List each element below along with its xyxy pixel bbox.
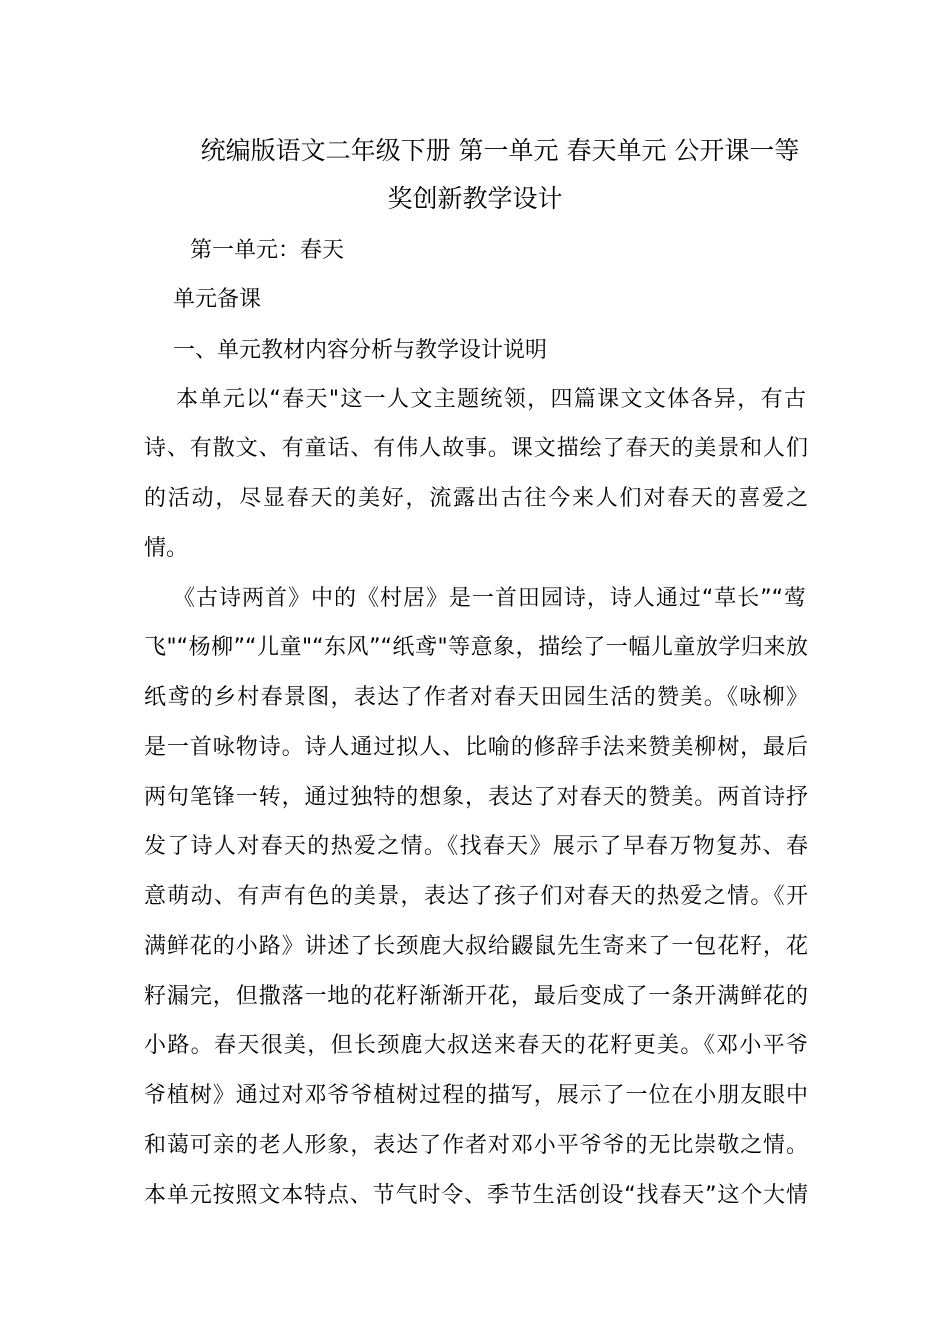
paragraph-line: 发了诗人对春天的热爱之情。《找春天》展示了早春万物复苏、春	[144, 834, 808, 859]
paragraph-line: 纸鸢的乡村春景图，表达了作者对春天田园生活的赞美。《咏柳》	[144, 685, 808, 710]
paragraph-line: 情。	[144, 536, 189, 561]
paragraph-line: 的活动，尽显春天的美好，流露出古往今来人们对春天的喜爱之	[144, 486, 808, 511]
paragraph-line: 爷植树》通过对邓爷爷植树过程的描写，展示了一位在小朋友眼中	[144, 1083, 808, 1108]
paragraph-line: 意萌动、有声有色的美景，表达了孩子们对春天的热爱之情。《开	[144, 884, 808, 909]
document-title-line-2: 奖创新教学设计	[387, 184, 563, 213]
paragraph-line: 满鲜花的小路》讲述了长颈鹿大叔给鼹鼠先生寄来了一包花籽，花	[144, 934, 808, 959]
paragraph-line: 《古诗两首》中的《村居》是一首田园诗，诗人通过“草长”“莺	[173, 586, 806, 611]
document-title-line-1: 统编版语文二年级下册 第一单元 春天单元 公开课一等	[200, 136, 800, 165]
section-heading: 单元备课	[173, 287, 262, 312]
paragraph-line: 和蔼可亲的老人形象，表达了作者对邓小平爷爷的无比崇敬之情。	[144, 1133, 808, 1158]
paragraph-line: 籽漏完，但撒落一地的花籽渐渐开花，最后变成了一条开满鲜花的	[144, 984, 808, 1009]
paragraph-line: 是一首咏物诗。诗人通过拟人、比喻的修辞手法来赞美柳树，最后	[144, 735, 808, 760]
paragraph-line: 本单元以“春天"这一人文主题统领，四篇课文文体各异，有古	[176, 387, 806, 412]
subsection-heading: 一、单元教材内容分析与教学设计说明	[173, 338, 548, 363]
paragraph-line: 两句笔锋一转，通过独特的想象，表达了对春天的赞美。两首诗抒	[144, 785, 808, 810]
unit-heading: 第一单元：春天	[190, 238, 345, 263]
paragraph-line: 本单元按照文本特点、节气时令、季节生活创设“找春天”这个大情	[144, 1183, 808, 1208]
paragraph-line: 诗、有散文、有童话、有伟人故事。课文描绘了春天的美景和人们	[144, 436, 808, 461]
paragraph-line: 小路。春天很美，但长颈鹿大叔送来春天的花籽更美。《邓小平爷	[144, 1033, 808, 1058]
paragraph-line: 飞"“杨柳”“儿童"“东风”“纸鸢"等意象，描绘了一幅儿童放学归来放	[144, 635, 808, 660]
